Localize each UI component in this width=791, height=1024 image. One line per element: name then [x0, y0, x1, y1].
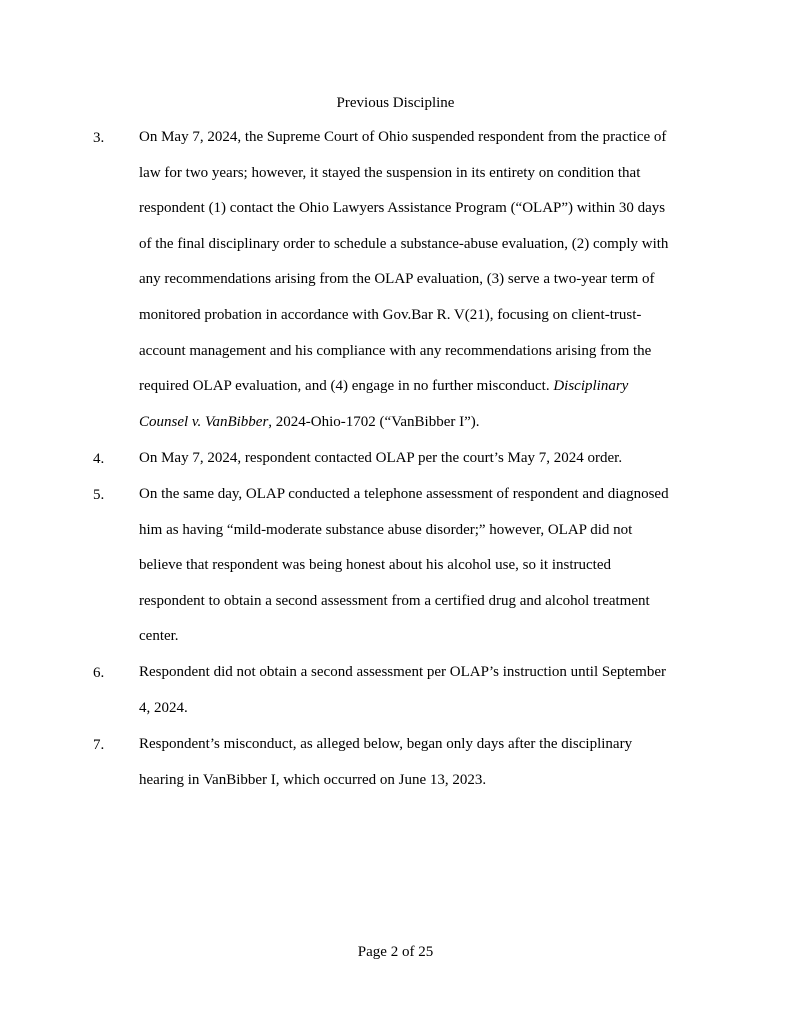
text-line: On the same day, OLAP conducted a telephone assessment of respondent and diagnosed	[139, 486, 669, 502]
text-line: On May 7, 2024, respondent contacted OLAP per the court’s May 7, 2024 order.	[139, 450, 623, 466]
text-line: respondent to obtain a second assessment from a certified drug and alcohol treatment	[139, 592, 650, 609]
text-line: On May 7, 2024, the Supreme Court of Ohio suspended respondent from the practice of	[139, 129, 667, 145]
text-line	[139, 369, 699, 405]
paragraph-text	[139, 655, 699, 726]
paragraph-number: 3.	[93, 130, 105, 146]
text-line: any recommendations arising from the OLAP evaluation, (3) serve a two-year term of	[139, 271, 655, 288]
text-line: monitored probation in accordance with Gov.Bar R. V(21), focusing on client-trust-	[139, 306, 642, 323]
text-line	[139, 405, 699, 441]
text-line: of the final disciplinary order to schedule a substance-abuse evaluation, (2) comply with	[139, 235, 669, 252]
text-line: Respondent’s misconduct, as alleged below, began only days after the disciplinary	[139, 736, 633, 752]
text-line: him as having “mild-moderate substance abuse disorder;” however, OLAP did not	[139, 521, 633, 538]
paragraph-number: 6.	[93, 665, 105, 681]
text-segment: required OLAP evaluation, and (4) engage in no further misconduct.	[139, 378, 554, 395]
paragraph-text	[139, 120, 699, 440]
paragraph-text	[139, 477, 699, 655]
paragraph-text	[139, 441, 699, 477]
text-line: law for two years; however, it stayed the suspension in its entirety on condition that	[139, 164, 641, 181]
paragraph-number: 4.	[93, 451, 105, 467]
case-citation-italic: Counsel v. VanBibber	[139, 413, 269, 430]
page-footer: Page 2 of 25	[357, 944, 434, 960]
text-line: respondent (1) contact the Ohio Lawyers Assistance Program (“OLAP”) within 30 days	[139, 200, 666, 217]
case-citation-italic: Disciplinary	[553, 378, 629, 395]
paragraph-number: 5.	[93, 487, 105, 503]
text-line: 4, 2024.	[139, 699, 188, 716]
text-line: account management and his compliance with any recommendations arising from the	[139, 342, 652, 359]
text-line: believe that respondent was being honest about his alcohol use, so it instructed	[139, 557, 611, 574]
text-segment: , 2024-Ohio-1702 (“VanBibber I”).	[268, 413, 480, 430]
paragraph-text	[139, 727, 699, 798]
section-heading: Previous Discipline	[336, 95, 455, 111]
paragraph-number: 7.	[93, 737, 105, 753]
text-line: Respondent did not obtain a second assessment per OLAP’s instruction until September	[139, 664, 667, 680]
text-line: hearing in VanBibber I, which occurred on June 13, 2023.	[139, 771, 487, 788]
text-line: center.	[139, 628, 179, 645]
